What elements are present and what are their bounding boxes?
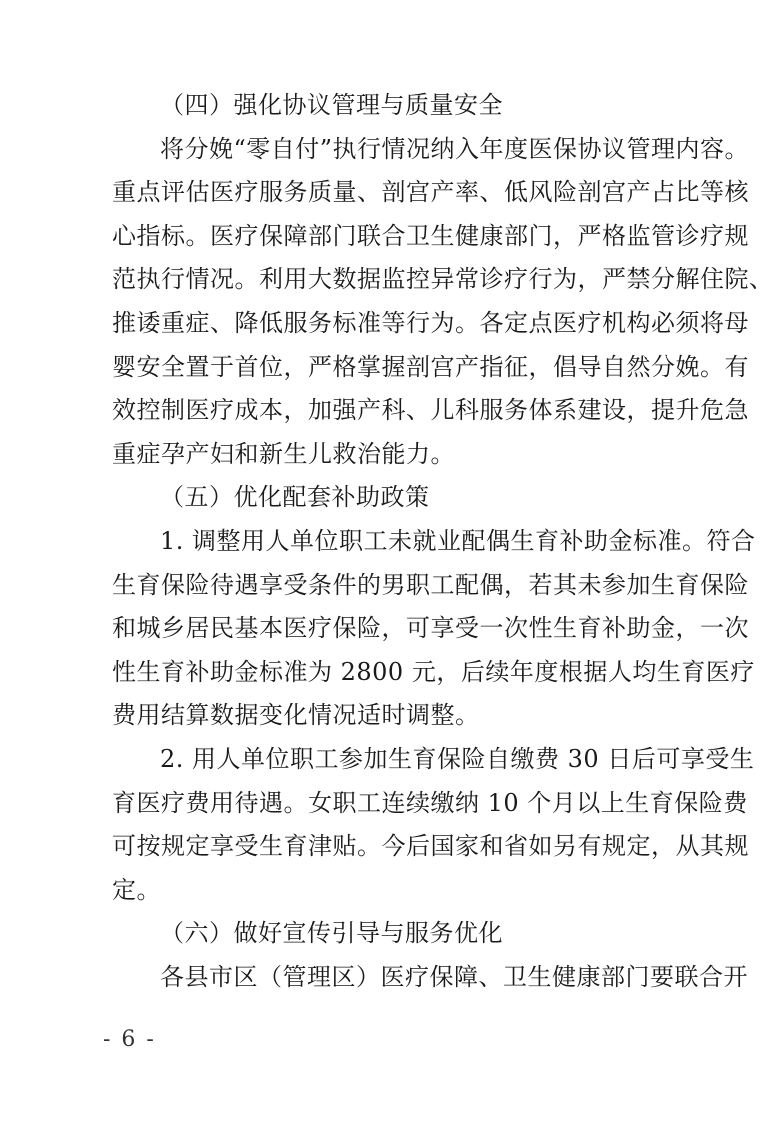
- paragraph-line: 婴安全置于首位，严格掌握剖宫产指征，倡导自然分娩。有: [112, 353, 749, 381]
- paragraph-line: 定。: [112, 876, 161, 904]
- paragraph-line: 重症孕产妇和新生儿救治能力。: [112, 440, 455, 468]
- paragraph-line: 各县市区（管理区）医疗保障、卫生健康部门要联合开: [160, 963, 748, 991]
- paragraph-line: 范执行情况。利用大数据监控异常诊疗行为，严禁分解住院、: [112, 265, 774, 293]
- paragraph-line: 重点评估医疗服务质量、剖宫产率、低风险剖宫产占比等核: [112, 178, 749, 206]
- section-heading-5: （五）优化配套补助政策: [160, 483, 430, 511]
- page-number: - 6 -: [103, 1027, 156, 1052]
- paragraph-line: 生育保险待遇享受条件的男职工配偶，若其未参加生育保险: [112, 571, 749, 599]
- paragraph-line: 性生育补助金标准为 2800 元，后续年度根据人均生育医疗: [112, 658, 755, 686]
- paragraph-line: 可按规定享受生育津贴。今后国家和省如另有规定，从其规: [112, 832, 749, 860]
- paragraph-line: 育医疗费用待遇。女职工连续缴纳 10 个月以上生育保险费: [112, 789, 748, 817]
- paragraph-line: 将分娩“零自付”执行情况纳入年度医保协议管理内容。: [160, 135, 750, 163]
- paragraph-line: 2. 用人单位职工参加生育保险自缴费 30 日后可享受生: [160, 745, 755, 773]
- section-heading-6: （六）做好宣传引导与服务优化: [160, 919, 503, 947]
- paragraph-line: 1. 调整用人单位职工未就业配偶生育补助金标准。符合: [160, 527, 756, 555]
- paragraph-line: 推诿重症、降低服务标准等行为。各定点医疗机构必须将母: [112, 309, 749, 337]
- paragraph-line: 心指标。医疗保障部门联合卫生健康部门，严格监管诊疗规: [112, 222, 749, 250]
- section-heading-4: （四）强化协议管理与质量安全: [160, 91, 503, 119]
- paragraph-line: 费用结算数据变化情况适时调整。: [112, 701, 480, 729]
- paragraph-line: 和城乡居民基本医疗保险，可享受一次性生育补助金，一次: [112, 614, 749, 642]
- paragraph-line: 效控制医疗成本，加强产科、儿科服务体系建设，提升危急: [112, 396, 749, 424]
